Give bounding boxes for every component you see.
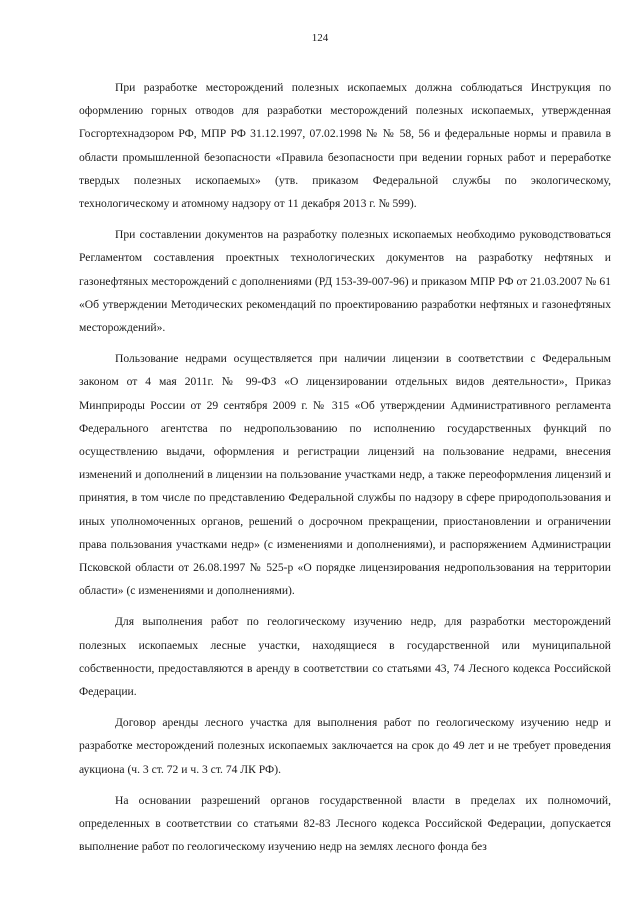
paragraph-mining-instruction: При разработке месторождений полезных ископаемых должна соблюдаться Инструкция по оформлению горных отводов для разработки месторождений полезных ископаемых, утвержденная Госгортехнадзором РФ, МПР РФ 31.12.1997, 07.02.1998 № № 58, 56 и федеральные нормы и правила в области промышленной безопасности «Правила безопасности при ведении горных работ и переработке твердых полезных ископаемых» (утв. приказом Федеральной службы по экологическому, технологическому и атомному надзору от 11 декабря 2013 г. № 599).: [79, 81, 611, 211]
paragraph-forest-lease: Для выполнения работ по геологическому изучению недр, для разработки месторождений полезных ископаемых лесные участки, находящиеся в государственной или муниципальной собственности, предоставляются в аренду в соответствии со статьями 43, 74 Лесного кодекса Российской Федерации.: [79, 615, 611, 699]
paragraph-subsoil-licensing: Пользование недрами осуществляется при наличии лицензии в соответствии с Федеральным законом от 4 мая 2011г. № 99-ФЗ «О лицензировании отдельных видов деятельности», Приказ Минприроды России от 29 сентября 2009 г. № 315 «Об утверждении Административного регламента Федерального агентства по недропользованию по исполнению государственных функций по осуществлению выдачи, оформления и регистрации лицензий на пользование недрами, внесения изменений и дополнений в лицензии на пользование участками недр, а также переоформления лицензий и принятия, в том числе по представлению Федеральной службы по надзору в сфере природопользования и иных уполномоченных органов, решений о досрочном прекращении, приостановлении и ограничении права пользования участками недр» (с изменениями и дополнениями), и распоряжением Администрации Псковской области от 26.08.1997 № 525-р «О порядке лицензирования недропользования на территории области» (с изменениями и дополнениями).: [79, 352, 611, 598]
page-number: 124: [311, 32, 329, 44]
document-body: [79, 76, 611, 867]
paragraph-project-documents: При составлении документов на разработку полезных ископаемых необходимо руководствоваться Регламентом составления проектных технологических документов на разработку нефтяных и газонефтяных месторождений с дополнениями (РД 153-39-007-96) и приказом МПР РФ от 21.03.2007 № 61 «Об утверждении Методических рекомендаций по проектированию разработки нефтяных и газонефтяных месторождений».: [79, 228, 611, 335]
paragraph-lease-term: Договор аренды лесного участка для выполнения работ по геологическому изучению недр и разработке месторождений полезных ископаемых заключается на срок до 49 лет и не требует проведения аукциона (ч. 3 ст. 72 и ч. 3 ст. 74 ЛК РФ).: [79, 716, 611, 776]
paragraph-geological-works: На основании разрешений органов государственной власти в пределах их полномочий, определенных в соответствии со статьями 82-83 Лесного кодекса Российской Федерации, допускается выполнение работ по геологическому изучению недр на землях лесного фонда без: [79, 793, 611, 854]
